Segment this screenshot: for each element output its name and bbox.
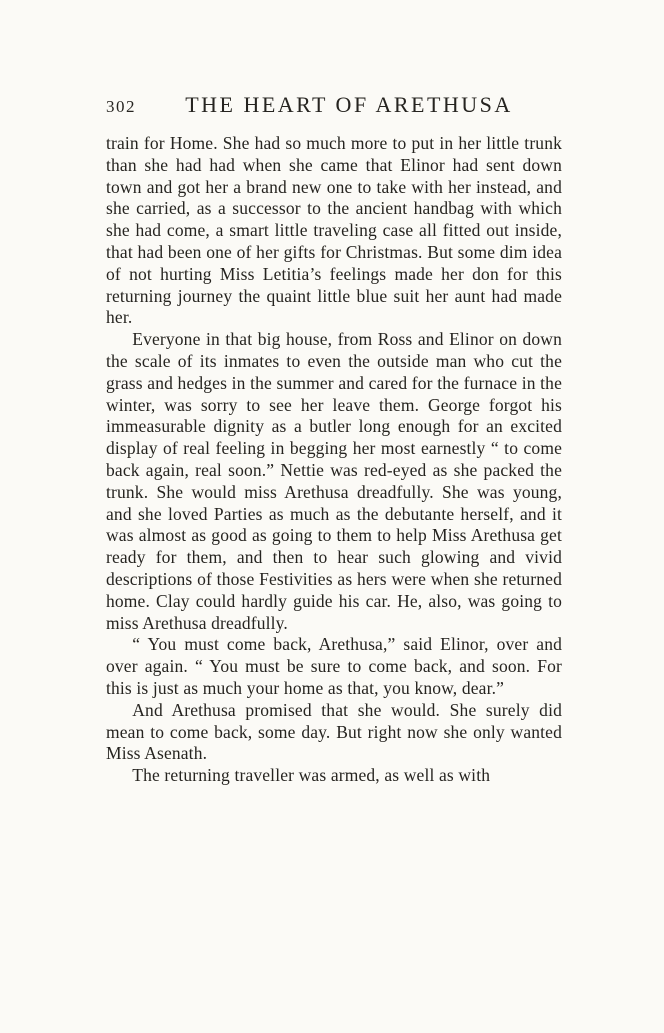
paragraph: And Arethusa promised that she would. She surely did mean to come back, some day. But right now she only wanted Miss Asenath. xyxy=(106,699,562,764)
paragraph: Everyone in that big house, from Ross and Elinor on down the scale of its inmates to even the outside man who cut the grass and hedges in the summer and cared for the furnace in the winter, was sorry to see her leave them. George forgot his immeasurable dignity as a butler long enough for an excited display of real feeling in begging her most earnestly “ to come back again, real soon.” Nettie was red-eyed as she packed the trunk. She would miss Arethusa dreadfully. She was young, and she loved Parties as much as the debutante herself, and it was almost as good as going to them to help Miss Arethusa get ready for them, and then to hear such glowing and vivid descriptions of those Festivities as hers were when she returned home. Clay could hardly guide his car. He, also, was going to miss Arethusa dreadfully. xyxy=(106,329,562,633)
page-number: 302 xyxy=(106,97,136,116)
page-body xyxy=(106,133,562,787)
paragraph-incomplete: The returning traveller was armed, as well as with xyxy=(132,765,491,786)
running-title: THE HEART OF ARETHUSA xyxy=(185,92,513,117)
paragraph-continuation: train for Home. She had so much more to put in her little trunk than she had had when she came that Elinor had sent down town and got her a brand new one to take with her instead, and she carried, as a successor to the ancient handbag with which she had come, a smart little traveling case all fitted out inside, that had been one of her gifts for Christmas. But some dim idea of not hurting Miss Letitia’s feelings made her don for this returning journey the quaint little blue suit her aunt had made her. xyxy=(106,133,562,328)
page-header xyxy=(106,92,562,118)
paragraph: “ You must come back, Arethusa,” said Elinor, over and over again. “ You must be sure to come back, and soon. For this is just as much your home as that, you know, dear.” xyxy=(106,634,562,698)
